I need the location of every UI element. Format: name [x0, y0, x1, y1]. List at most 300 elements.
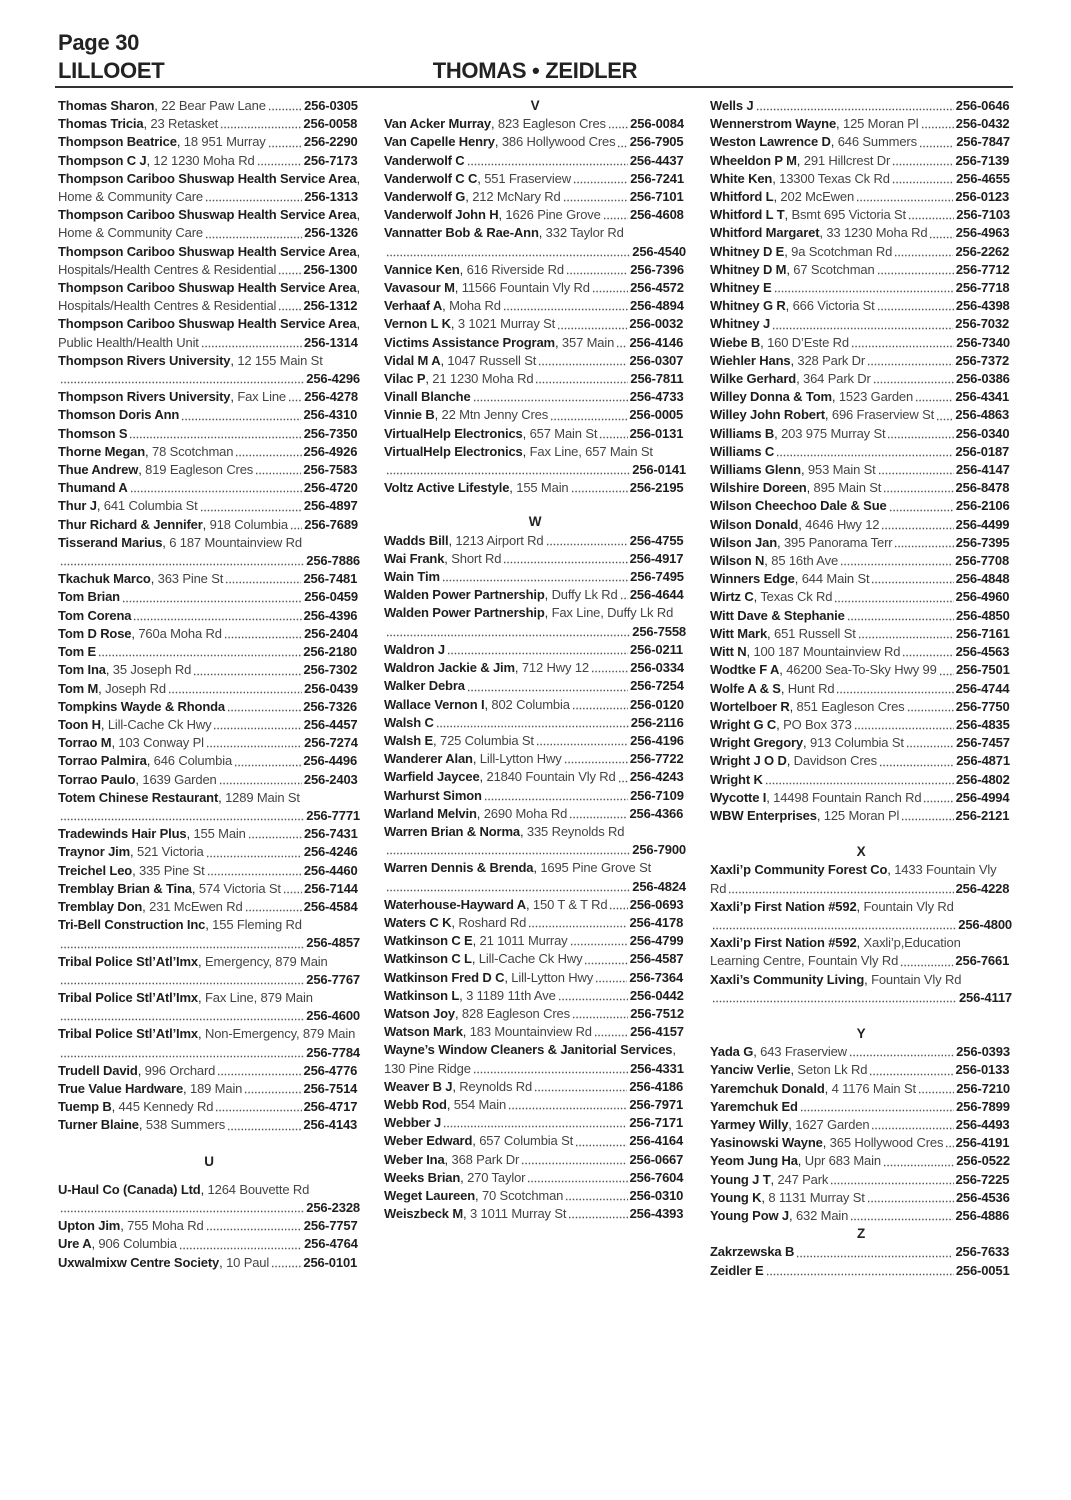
phone-with-leader: [592, 1023, 684, 1041]
listing-name: Wright Gregory: [710, 735, 804, 751]
listing-name: Watson Joy: [384, 1005, 455, 1021]
dot-leader: [591, 670, 628, 673]
listing-entry: Thompson Cariboo Shuswap Health Service Area, Hospitals/Health Centres & Residential 256-1300: [58, 243, 360, 279]
listing-entry: Walden Power Partnership, Fax Line, Duffy Lk Rd 256-7558: [384, 604, 686, 640]
listing-entry: Vilac P, 21 1230 Moha Rd 256-7811: [384, 370, 686, 388]
dot-leader: [871, 1127, 953, 1130]
listing-name: Tom D Rose: [58, 625, 132, 641]
listing-entry: [710, 771, 1012, 789]
listing-name: White Ken: [710, 170, 773, 186]
listing-phone: 256-7722: [629, 751, 684, 767]
listing-name: Vilac P: [384, 371, 426, 387]
dot-leader: [772, 327, 953, 330]
listing-address: 3 1021 Murray St: [457, 316, 556, 332]
listing-name: Tribal Police Stl’Atl’Imx: [58, 989, 199, 1005]
phone-with-leader: [131, 607, 357, 625]
listing-entry: Thur Richard & Jennifer, 918 Columbia 256-7689: [58, 516, 360, 534]
listing-name: Wilshire Doreen: [710, 480, 807, 496]
phone-with-leader: [856, 625, 1010, 643]
dot-leader: [206, 745, 302, 748]
listing-phone: 256-4894: [630, 298, 684, 314]
listing-name: Vernon L K: [384, 316, 451, 332]
phone-with-leader: [246, 825, 358, 843]
listing-phone: 256-4655: [956, 170, 1010, 186]
dot-leader: [484, 798, 628, 801]
listing-name: Wiebe B: [710, 334, 761, 350]
phone-with-leader: [892, 243, 1009, 261]
listing-phone: 256-7326: [303, 698, 358, 714]
phone-with-leader: [281, 880, 358, 898]
listing-entry: Tom M, Joseph Rd 256-0439: [58, 680, 360, 698]
listing-name: Thompson Rivers University: [58, 389, 231, 405]
dot-leader: [268, 108, 302, 111]
phone-with-leader: [120, 589, 358, 607]
listing-phone: 256-7512: [630, 1005, 684, 1021]
listing-phone: 256-4850: [955, 607, 1010, 623]
listing-name: Weget Laureen: [384, 1187, 475, 1203]
listing-address: Seton Lk Rd: [797, 1062, 868, 1078]
phone-with-leader: [921, 789, 1009, 807]
listing-name: Vanderwolf G: [384, 189, 466, 205]
listing-address: 183 Mountainview Rd: [469, 1024, 592, 1040]
listing-entry: Tisserand Marius, 6 187 Mountainview Rd 256-7886: [58, 534, 360, 570]
listing-phone: 256-0131: [629, 425, 684, 441]
listing-address: 445 Kennedy Rd: [118, 1099, 214, 1115]
dot-leader: [728, 891, 953, 894]
listing-phone: 256-4863: [955, 407, 1010, 423]
listing-name: Weber Ina: [384, 1151, 445, 1167]
listing-name: Walsh E: [384, 732, 434, 748]
dot-leader: [867, 1200, 954, 1203]
listing-phone: 256-4963: [955, 225, 1010, 241]
listing-entry: Thomas Sharon, 22 Bear Paw Lane 256-0305: [58, 97, 360, 115]
listing-phone: 256-4310: [303, 407, 358, 423]
listing-phone: 256-2404: [304, 625, 358, 641]
dot-leader: [878, 472, 954, 475]
listing-phone: 256-2121: [955, 807, 1010, 823]
listing-address: 760a Moha Rd: [138, 625, 222, 641]
dot-leader: [566, 272, 628, 275]
phone-with-leader: [533, 370, 683, 388]
dot-leader: [883, 1164, 954, 1167]
phone-with-leader: [875, 297, 1010, 315]
listing-entry: Wilke Gerhard, 364 Park Dr 256-0386: [710, 370, 1012, 388]
listing-phone: 256-7302: [303, 662, 358, 678]
listing-address: 11566 Fountain Vly Rd: [461, 280, 590, 296]
listing-address: 150 T & T Rd: [532, 896, 608, 912]
listing-address: Home & Community Care: [58, 189, 203, 205]
listing-name: Waldron Jackie & Jim: [384, 660, 515, 676]
listing-phone: 256-4584: [303, 898, 358, 914]
phone-with-leader: [865, 352, 1009, 370]
listing-phone: 256-7604: [629, 1169, 684, 1185]
listing-phone: 256-0141: [632, 462, 686, 478]
listing-address: 755 Moha Rd: [127, 1218, 204, 1234]
phone-with-leader: [223, 570, 357, 588]
listing-name: Van Acker Murray: [384, 116, 491, 132]
phone-with-leader: [710, 916, 1012, 934]
dot-leader: [538, 363, 627, 366]
phone-with-leader: [127, 425, 357, 443]
listing-name: Uxwalmixw Centre Society: [58, 1254, 220, 1270]
listing-entry: Watkinson C L, Lill-Cache Ck Hwy 256-4587: [384, 950, 686, 968]
listing-name: Waterhouse-Hayward A: [384, 896, 526, 912]
listing-name: Zakrzewska B: [710, 1244, 795, 1260]
dot-leader: [442, 579, 628, 582]
dot-leader: [220, 126, 301, 129]
dot-leader: [929, 236, 953, 239]
listing-entry: Vidal M A, 1047 Russell St 256-0307: [384, 352, 686, 370]
listing-phone: 256-0305: [304, 98, 358, 113]
listing-phone: 256-0393: [956, 1044, 1010, 1060]
dot-leader: [98, 654, 301, 657]
dot-leader: [386, 254, 630, 257]
listing-phone: 256-4366: [629, 805, 684, 821]
listing-address: 291 Hillcrest Dr: [803, 152, 891, 168]
phone-with-leader: [590, 279, 684, 297]
dot-leader: [219, 782, 302, 785]
listing-phone: 256-0386: [955, 371, 1010, 387]
listing-entry: Vannice Ken, 616 Riverside Rd 256-7396: [384, 261, 686, 279]
listing-phone: 256-4871: [956, 753, 1010, 769]
listing-phone: 256-0187: [955, 443, 1010, 459]
listing-name: Vavasour M: [384, 280, 455, 296]
listing-address: Upr 683 Main: [804, 1153, 881, 1169]
directory-column-1: [58, 97, 360, 1272]
phone-with-leader: [225, 1116, 357, 1134]
listing-address: 4 1176 Main St: [831, 1080, 916, 1096]
listing-phone: 256-4994: [955, 789, 1010, 805]
listing-address: 551 Fraserview: [484, 170, 571, 186]
listing-address: 616 Riverside Rd: [466, 261, 564, 277]
listing-name: Tradewinds Hair Plus: [58, 826, 187, 842]
dot-leader: [572, 1016, 628, 1019]
listing-address: 646 Summers: [837, 134, 917, 150]
phone-with-leader: [919, 115, 1010, 133]
listing-phone: 256-0340: [955, 425, 1010, 441]
dot-leader: [869, 1073, 953, 1076]
listing-phone: 256-2106: [955, 498, 1010, 514]
phone-with-leader: [218, 115, 357, 133]
listing-address: 819 Eagleson Cres: [145, 462, 254, 478]
listing-phone: 256-0334: [630, 660, 684, 676]
listing-address: 823 Eagleson Cres: [497, 116, 606, 132]
listing-entry: True Value Hardware, 189 Main 256-7514: [58, 1080, 360, 1098]
listing-name: Watkinson Fred D C: [384, 969, 505, 985]
listing-name: Yasinowski Wayne: [710, 1135, 823, 1151]
dot-leader: [248, 836, 302, 839]
listing-entry: [384, 568, 686, 586]
phone-with-leader: [854, 188, 1009, 206]
listing-name: Vanderwolf John H: [384, 207, 499, 223]
listing-address: 1639 Garden: [142, 771, 217, 787]
listing-name: Wilke Gerhard: [710, 371, 797, 387]
listing-name: Yanciw Verlie: [710, 1062, 791, 1078]
dot-leader: [386, 852, 630, 855]
listing-entry: Wiebe B, 160 D’Este Rd 256-7340: [710, 334, 1012, 352]
listing-entry: Watkinson L, 3 1189 11th Ave 256-0442: [384, 987, 686, 1005]
listing-name: Whitney J: [710, 316, 771, 332]
dot-leader: [60, 381, 304, 384]
phone-with-leader: [615, 133, 683, 151]
listing-entry: Wolfe A & S, Hunt Rd 256-4744: [710, 680, 1012, 698]
listing-entry: Thompson Cariboo Shuswap Health Service Area, Public Health/Health Unit 256-1314: [58, 315, 360, 351]
phone-with-leader: [852, 716, 1010, 734]
listing-address: 18 951 Murray: [183, 134, 266, 150]
listing-phone: 256-0307: [629, 352, 684, 368]
dot-leader: [60, 946, 304, 949]
listing-name: Victims Assistance Program: [384, 334, 555, 350]
listing-phone: 256-4278: [304, 389, 358, 405]
listing-address: 35 Joseph Rd: [112, 662, 192, 678]
listing-address: Lill-Cache Ck Hwy: [478, 951, 583, 967]
listing-address: 202 McEwen: [780, 189, 855, 205]
listing-phone: 256-4457: [303, 716, 358, 732]
listing-name: Ure A: [58, 1236, 92, 1252]
dot-leader: [443, 1125, 627, 1128]
dot-leader: [908, 217, 954, 220]
phone-with-leader: [832, 589, 1009, 607]
listing-name: Tuemp B: [58, 1099, 112, 1115]
listing-name: Williams Glenn: [710, 462, 801, 478]
listing-address: 8 1131 Murray St: [768, 1189, 865, 1205]
listing-phone: 256-7032: [955, 316, 1010, 332]
listing-name: Wain Tim: [384, 569, 440, 585]
dot-leader: [800, 1109, 954, 1112]
listing-name: Xaxli’p First Nation #592: [710, 935, 857, 951]
dot-leader: [563, 199, 628, 202]
phone-with-leader: [58, 552, 360, 570]
dot-leader: [599, 436, 627, 439]
listing-name: Tisserand Marius: [58, 534, 163, 550]
listing-address: 6 187 Mountainview Rd: [169, 534, 302, 550]
listing-address: 1213 Airport Rd: [455, 532, 544, 548]
dot-leader: [849, 1054, 954, 1057]
dot-leader: [60, 563, 304, 566]
phone-with-leader: [288, 516, 358, 534]
dot-leader: [836, 691, 953, 694]
listing-name: Vinnie B: [384, 407, 435, 423]
listing-phone: 256-7364: [629, 969, 684, 985]
phone-with-leader: [534, 732, 684, 750]
listing-name: Thue Andrew: [58, 462, 139, 478]
listing-address: 21840 Fountain Vly Rd: [486, 769, 616, 785]
listing-name: Wai Frank: [384, 550, 445, 566]
listing-entry: Yeom Jung Ha, Upr 683 Main 256-0522: [710, 1152, 1012, 1170]
listing-name: Turner Blaine: [58, 1117, 139, 1133]
listing-phone: 256-4143: [303, 1117, 358, 1133]
listing-address: 155 Fleming Rd: [212, 917, 302, 933]
dot-leader: [528, 925, 627, 928]
listing-phone: 256-4800: [958, 916, 1012, 932]
dot-leader: [386, 634, 630, 637]
listing-phone: 256-7784: [306, 1044, 360, 1060]
listing-phone: 256-7481: [303, 571, 358, 587]
listing-name: Wallace Vernon I: [384, 696, 485, 712]
phone-with-leader: [266, 133, 358, 151]
listing-phone: 256-4243: [629, 769, 684, 785]
phone-with-leader: [58, 370, 360, 388]
listing-entry: Thorne Megan, 78 Scotchman 256-4926: [58, 443, 360, 461]
dot-leader: [871, 581, 953, 584]
phone-with-leader: [865, 1189, 1010, 1207]
listing-address: Emergency, 879 Main: [204, 953, 328, 969]
listing-name: Warhurst Simon: [384, 787, 482, 803]
dot-leader: [255, 472, 301, 475]
listing-name: Warren Brian & Norma: [384, 823, 520, 839]
phone-with-leader: [525, 1169, 683, 1187]
listing-phone: 256-7340: [956, 334, 1010, 350]
phone-with-leader: [876, 461, 1010, 479]
listing-name: Winners Edge: [710, 571, 795, 587]
dot-leader: [572, 707, 628, 710]
listing-phone: 256-0084: [630, 116, 684, 132]
listing-entry: Xaxli’p First Nation #592, Fountain Vly Rd 256-4800: [710, 898, 1012, 934]
listing-phone: 256-7811: [630, 371, 684, 387]
listing-name: Wheeldon P M: [710, 152, 797, 168]
listing-phone: 256-7757: [303, 1218, 358, 1234]
dot-leader: [181, 418, 301, 421]
dot-leader: [436, 725, 629, 728]
dot-leader: [503, 561, 627, 564]
listing-phone: 256-4600: [306, 1008, 360, 1024]
listing-entry: Yanciw Verlie, Seton Lk Rd 256-0133: [710, 1061, 1012, 1079]
dot-leader: [915, 399, 953, 402]
listing-name: Willey John Robert: [710, 407, 825, 423]
phone-with-leader: [58, 807, 360, 825]
listing-name: Wilson Cheechoo Dale & Sue: [710, 498, 887, 514]
listing-name: VirtualHelp Electronics: [384, 443, 523, 459]
dot-leader: [618, 780, 628, 783]
listing-name: Vannatter Bob & Rae-Ann: [384, 225, 539, 241]
listing-entry: Tremblay Don, 231 McEwen Rd 256-4584: [58, 898, 360, 916]
dot-leader: [467, 163, 628, 166]
phone-with-leader: [726, 880, 1009, 898]
listing-entry: Yasinowski Wayne, 365 Hollywood Cres 256-4191: [710, 1134, 1012, 1152]
listing-entry: Watkinson C E, 21 1011 Murray 256-4799: [384, 932, 686, 950]
listing-address: 14498 Fountain Ranch Rd: [773, 789, 922, 805]
listing-name: Upton Jim: [58, 1218, 121, 1234]
listing-phone: 256-7712: [955, 261, 1010, 277]
listing-name: Tri-Bell Construction Inc: [58, 917, 206, 933]
dot-leader: [206, 1228, 302, 1231]
listing-address: 3 1189 11th Ave: [466, 987, 556, 1003]
listing-address: 335 Reynolds Rd: [526, 823, 625, 839]
listing-name: True Value Hardware: [58, 1080, 184, 1096]
listing-phone: 256-7495: [630, 569, 684, 585]
listing-phone: 256-7847: [956, 134, 1010, 150]
listing-entry: Trudell David, 996 Orchard 256-4776: [58, 1062, 360, 1080]
phone-with-leader: [166, 680, 358, 698]
listing-name: Vannice Ken: [384, 261, 460, 277]
listing-phone: 256-4331: [630, 1060, 684, 1076]
phone-with-leader: [526, 914, 683, 932]
phone-with-leader: [482, 787, 684, 805]
dot-leader: [796, 1255, 953, 1258]
listing-address: 364 Park Dr: [803, 371, 871, 387]
listing-phone: 256-4644: [629, 587, 684, 603]
listing-entry: Yaremchuk Donald, 4 1176 Main St 256-7210: [710, 1080, 1012, 1098]
listing-address: 828 Eagleson Cres: [461, 1005, 570, 1021]
phone-with-leader: [877, 752, 1010, 770]
listing-entry: Thompson Cariboo Shuswap Health Service Area, Home & Community Care 256-1313: [58, 170, 360, 206]
listing-phone: 256-0459: [304, 589, 358, 605]
listing-address: Hospitals/Health Centres & Residential: [58, 298, 277, 314]
listing-address: 103 Conway Pl: [118, 735, 204, 751]
listing-phone: 256-1313: [304, 189, 358, 205]
listing-entry: Wayne’s Window Cleaners & Janitorial Services, 130 Pine Ridge 256-4331: [384, 1041, 686, 1077]
dot-leader: [217, 1073, 301, 1076]
listing-address: 641 Columbia St: [103, 498, 198, 514]
listing-address: 332 Taylor Rd: [545, 225, 624, 241]
listing-address: 646 Columbia: [153, 753, 233, 769]
listing-phone: 256-7905: [629, 134, 684, 150]
listing-entry: Xaxli’p Community Forest Co, 1433 Fountain Vly Rd 256-4228: [710, 861, 1012, 897]
dot-leader: [608, 126, 628, 129]
listing-address: 85 16th Ave: [771, 553, 839, 569]
dot-leader: [945, 1145, 953, 1148]
listing-address: 395 Panorama Terr: [783, 534, 893, 550]
listing-phone: 256-7718: [955, 280, 1010, 296]
listing-name: Wycotte I: [710, 789, 767, 805]
listing-name: Walker Debra: [384, 678, 465, 694]
dot-leader: [290, 527, 302, 530]
dot-leader: [609, 907, 627, 910]
listing-entry: Yarmey Willy, 1627 Garden 256-4493: [710, 1116, 1012, 1134]
dot-leader: [283, 891, 302, 894]
listing-name: Thompson Rivers University: [58, 352, 231, 368]
dot-leader: [206, 855, 302, 858]
phone-with-leader: [890, 152, 1009, 170]
phone-with-leader: [828, 1171, 1009, 1189]
listing-address: 22 Bear Paw Lane: [161, 98, 266, 113]
dot-leader: [877, 308, 954, 311]
listing-phone: 256-4496: [303, 753, 358, 769]
phone-with-leader: [561, 188, 684, 206]
listing-phone: 256-7899: [956, 1098, 1010, 1114]
listing-name: Tom E: [58, 644, 97, 660]
dot-leader: [60, 1018, 304, 1021]
listing-name: Wiehler Hans: [710, 352, 791, 368]
listing-entry: Vannatter Bob & Rae-Ann, 332 Taylor Rd 256-4540: [384, 224, 686, 260]
dot-leader: [224, 636, 302, 639]
listing-address: Xaxli’p,Education Learning Centre, Fountain Vly Rd: [710, 935, 961, 969]
dot-leader: [894, 254, 953, 257]
phone-with-leader: [582, 950, 683, 968]
listing-entry: [710, 443, 1012, 461]
listing-address: 21 1230 Moha Rd: [432, 371, 534, 387]
listing-address: 21 1011 Murray: [479, 933, 568, 949]
dot-leader: [617, 145, 627, 148]
listing-name: Watkinson L: [384, 987, 460, 1003]
dot-leader: [603, 217, 628, 220]
dot-leader: [902, 654, 953, 657]
listing-phone: 256-4540: [632, 243, 686, 259]
listing-address: Lill-Cache Ck Hwy: [107, 716, 212, 732]
dot-leader: [179, 1247, 302, 1250]
phone-with-leader: [881, 1152, 1010, 1170]
dot-leader: [534, 1089, 627, 1092]
dot-leader: [873, 381, 954, 384]
phone-with-leader: [222, 625, 358, 643]
listing-address: 712 Hwy 12: [521, 660, 589, 676]
listing-address: 270 Taylor: [467, 1169, 526, 1185]
listing-address: Texas Ck Rd: [760, 589, 833, 605]
phone-with-leader: [548, 406, 683, 424]
listing-address: 328 Park Dr: [797, 352, 866, 368]
dot-leader: [592, 290, 628, 293]
listing-entry: Winners Edge, 644 Main St 256-4848: [710, 570, 1012, 588]
